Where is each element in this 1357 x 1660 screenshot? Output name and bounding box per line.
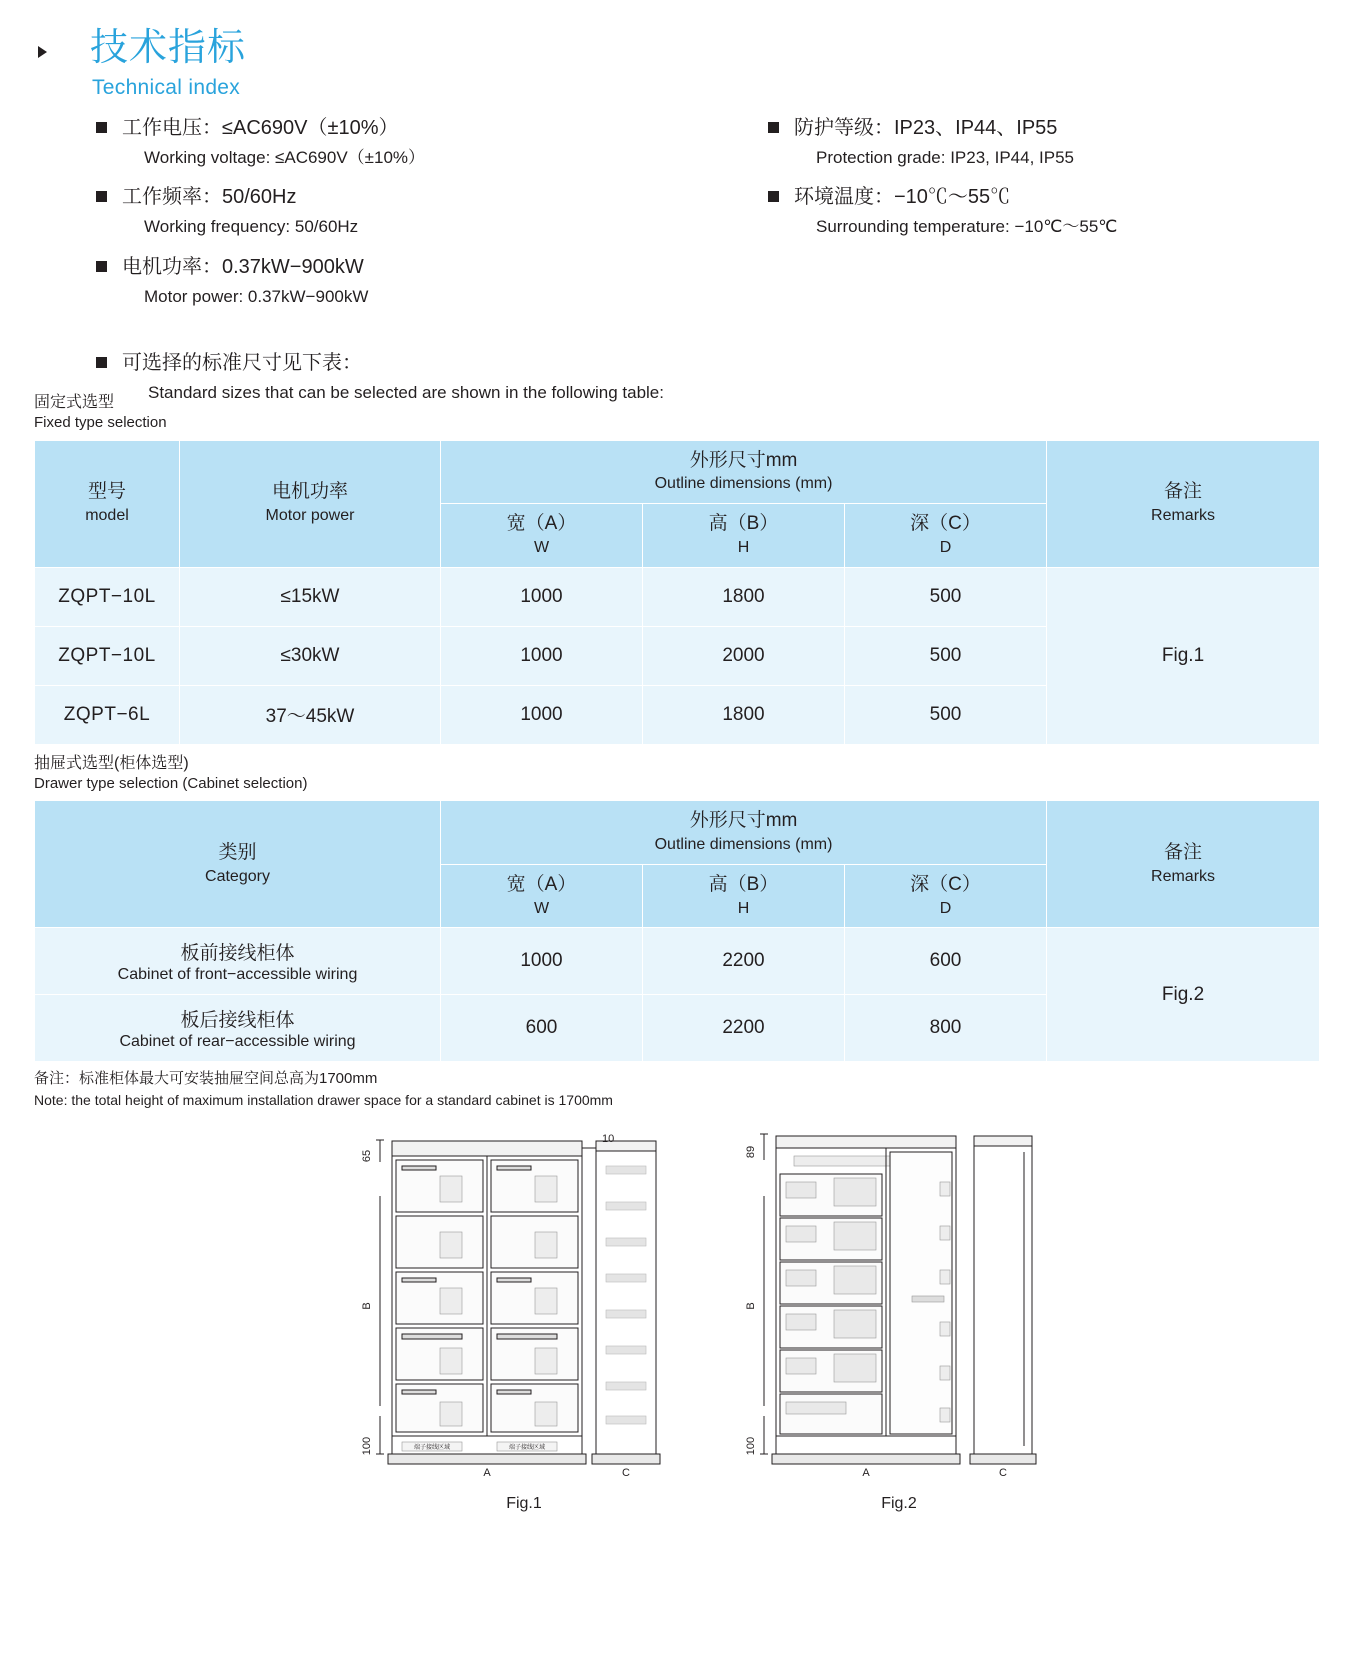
th-motor-power: 电机功率 Motor power: [180, 440, 441, 567]
spec-item-surrounding-temperature: [768, 183, 1357, 240]
th-remarks: 备注 Remarks: [1047, 440, 1320, 567]
fig2-dim-c: C: [999, 1467, 1007, 1480]
spec-label-cn: 工作电压：≤AC690V（±10%）: [122, 116, 399, 139]
specifications-section: [96, 114, 1293, 402]
th-category: 类别 Category: [35, 801, 441, 928]
cell-category: 板前接线柜体 Cabinet of front−accessible wiring: [35, 928, 441, 995]
table-note: [34, 1068, 1323, 1110]
drawer-type-selection-table: [34, 800, 1320, 1062]
fig1-dim-height: B: [361, 1302, 373, 1311]
fig1-dim-a: A: [483, 1467, 491, 1480]
figure-2-caption: Fig.2: [881, 1495, 917, 1513]
fig1-dim-bottom: 100: [361, 1437, 373, 1456]
cell-depth: 600: [845, 928, 1047, 995]
fig2-dim-a: A: [862, 1467, 870, 1480]
square-bullet-icon: [96, 357, 107, 368]
cell-width: 1000: [441, 567, 643, 626]
fig2-dim-top: 89: [745, 1146, 757, 1159]
table-header-row: [35, 440, 1320, 503]
table2-label-cn: 抽屉式选型(柜体选型): [34, 754, 189, 772]
cell-width: 1000: [441, 928, 643, 995]
fig1-panel-label-right: 端子接线区域: [508, 1445, 546, 1452]
triangle-bullet-icon: [38, 46, 47, 58]
fig1-dim-right: 10: [602, 1133, 615, 1146]
cell-remarks: Fig.1: [1047, 567, 1320, 744]
figure-1-caption: Fig.1: [506, 1495, 542, 1513]
page-subtitle: Technical index: [92, 75, 241, 99]
th-outline-dimensions: 外形尺寸mm Outline dimensions (mm): [441, 440, 1047, 503]
spec-item-motor-power: [96, 253, 716, 310]
note-cn: 备注：标准柜体最大可安装抽屉空间总高为1700mm: [34, 1070, 378, 1088]
fig2-dim-height: B: [745, 1302, 757, 1311]
square-bullet-icon: [768, 122, 779, 133]
cell-height: 1800: [643, 685, 845, 744]
spec-item-working-voltage: [96, 114, 716, 171]
cell-height: 2200: [643, 995, 845, 1062]
cell-motor-power: ≤15kW: [180, 567, 441, 626]
th-depth: 深（C） D: [845, 864, 1047, 927]
cell-width: 1000: [441, 626, 643, 685]
table-row: [35, 928, 1320, 995]
spec-label-en: Motor power: 0.37kW−900kW: [144, 286, 369, 306]
th-model: 型号 model: [35, 440, 180, 567]
table1-label-en: Fixed type selection: [34, 414, 167, 432]
cell-depth: 500: [845, 567, 1047, 626]
cell-motor-power: 37～45kW: [180, 685, 441, 744]
spec-label-cn: 电机功率：0.37kW−900kW: [122, 255, 364, 278]
fig2-dim-bottom: 100: [745, 1437, 757, 1456]
table-header-row: [35, 801, 1320, 864]
cell-depth: 800: [845, 995, 1047, 1062]
spec-label-cn: 环境温度：−10℃～55℃: [794, 186, 1011, 209]
specs-column-left: [96, 114, 716, 323]
cell-depth: 500: [845, 685, 1047, 744]
figures-section: [34, 1116, 1323, 1546]
th-height: 高（B） H: [643, 864, 845, 927]
page-title: 技术指标: [90, 27, 247, 69]
table-row: [35, 567, 1320, 626]
spec-label-en: Protection grade: IP23, IP44, IP55: [816, 147, 1074, 167]
spec-label-en: Working voltage: ≤AC690V（±10%）: [144, 147, 426, 167]
th-outline-dimensions: 外形尺寸mm Outline dimensions (mm): [441, 801, 1047, 864]
spec-label-cn: 工作频率：50/60Hz: [122, 186, 297, 209]
cell-motor-power: ≤30kW: [180, 626, 441, 685]
spec-label-en: Standard sizes that can be selected are shown in the following table:: [148, 382, 664, 402]
table2-label: [34, 753, 1323, 795]
fig1-dim-top: 65: [361, 1150, 373, 1163]
spec-item-protection-grade: [768, 114, 1357, 171]
fig1-panel-label-left: 端子接线区域: [413, 1445, 451, 1452]
th-width: 宽（A） W: [441, 504, 643, 567]
square-bullet-icon: [96, 261, 107, 272]
page-header: [34, 0, 1323, 100]
cell-width: 600: [441, 995, 643, 1062]
specs-column-right: [768, 114, 1357, 253]
spec-item-standard-sizes: [96, 349, 716, 406]
spec-label-cn: 防护等级：IP23、IP44、IP55: [794, 116, 1058, 139]
spec-label-cn: 可选择的标准尺寸见下表：: [122, 351, 362, 374]
spec-item-working-frequency: [96, 183, 716, 240]
cell-depth: 500: [845, 626, 1047, 685]
square-bullet-icon: [768, 191, 779, 202]
square-bullet-icon: [96, 191, 107, 202]
cell-width: 1000: [441, 685, 643, 744]
th-height: 高（B） H: [643, 504, 845, 567]
spec-label-en: Surrounding temperature: −10℃～55℃: [816, 217, 1118, 237]
spec-label-en: Working frequency: 50/60Hz: [144, 217, 359, 237]
fixed-type-selection-table: [34, 440, 1320, 745]
cell-model: ZQPT−10L: [35, 567, 180, 626]
table2-label-en: Drawer type selection (Cabinet selection): [34, 775, 308, 793]
th-width: 宽（A） W: [441, 864, 643, 927]
th-remarks: 备注 Remarks: [1047, 801, 1320, 928]
cell-model: ZQPT−10L: [35, 626, 180, 685]
note-en: Note: the total height of maximum installation drawer space for a standard cabinet is 1700mm: [34, 1092, 613, 1109]
th-depth: 深（C） D: [845, 504, 1047, 567]
cell-remarks: Fig.2: [1047, 928, 1320, 1062]
figure-2-drawing: [734, 1116, 1064, 1491]
figure-1-drawing: [344, 1116, 704, 1491]
cell-height: 1800: [643, 567, 845, 626]
figure-1: [344, 1116, 704, 1513]
square-bullet-icon: [96, 122, 107, 133]
cell-model: ZQPT−6L: [35, 685, 180, 744]
cell-height: 2200: [643, 928, 845, 995]
cell-height: 2000: [643, 626, 845, 685]
fig1-dim-c: C: [622, 1467, 630, 1480]
table1-label-cn: 固定式选型: [34, 393, 115, 411]
figure-2: [734, 1116, 1064, 1513]
cell-category: 板后接线柜体 Cabinet of rear−accessible wiring: [35, 995, 441, 1062]
